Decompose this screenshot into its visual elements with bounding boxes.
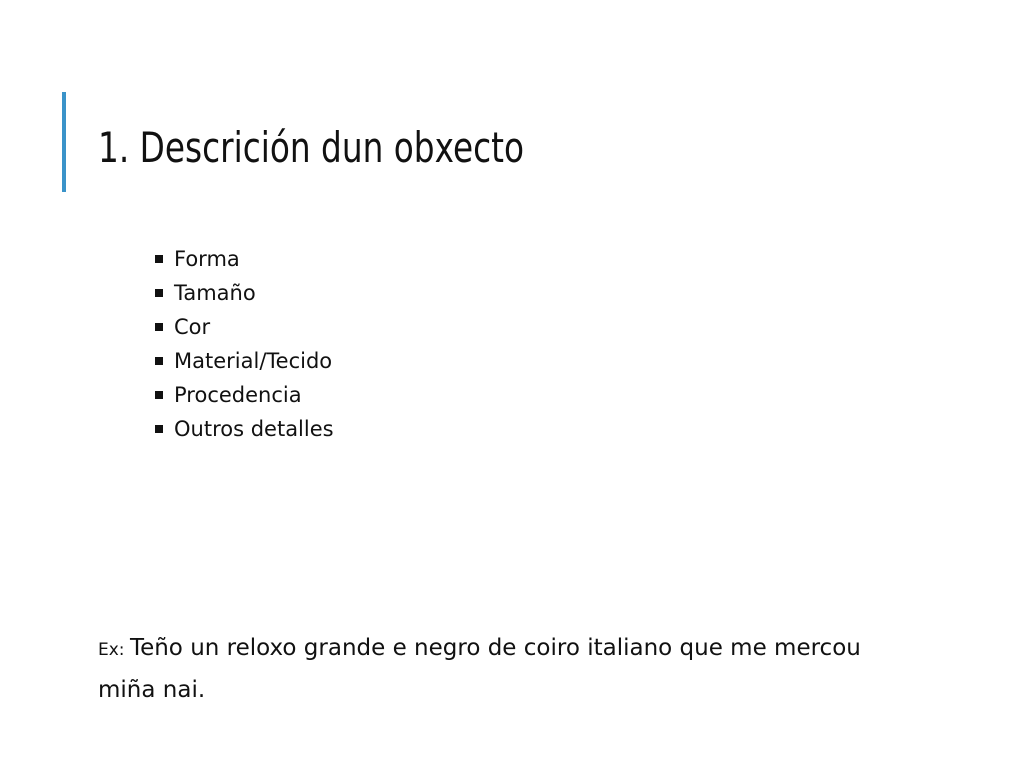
square-bullet-icon [155,425,163,433]
bullet-item [155,310,334,344]
square-bullet-icon [155,289,163,297]
bullet-label: Forma [174,247,240,271]
square-bullet-icon [155,357,163,365]
bullet-label: Procedencia [174,383,302,407]
bullet-label: Material/Tecido [174,349,333,373]
title-accent-bar [62,92,66,192]
square-bullet-icon [155,391,163,399]
example-sentence [98,628,918,710]
bullet-label: Tamaño [174,281,256,305]
bullet-item [155,344,334,378]
bullet-list [155,242,334,446]
example-text: Teño un reloxo grande e negro de coiro italiano que me mercou miña nai. [98,635,861,703]
bullet-item [155,276,334,310]
bullet-item [155,378,334,412]
square-bullet-icon [155,255,163,263]
square-bullet-icon [155,323,163,331]
bullet-label: Outros detalles [174,417,334,441]
bullet-label: Cor [174,315,211,339]
example-label: Ex: [98,640,130,660]
slide-title: 1. Descrición dun obxecto [98,123,525,172]
bullet-item [155,412,334,446]
bullet-item [155,242,334,276]
